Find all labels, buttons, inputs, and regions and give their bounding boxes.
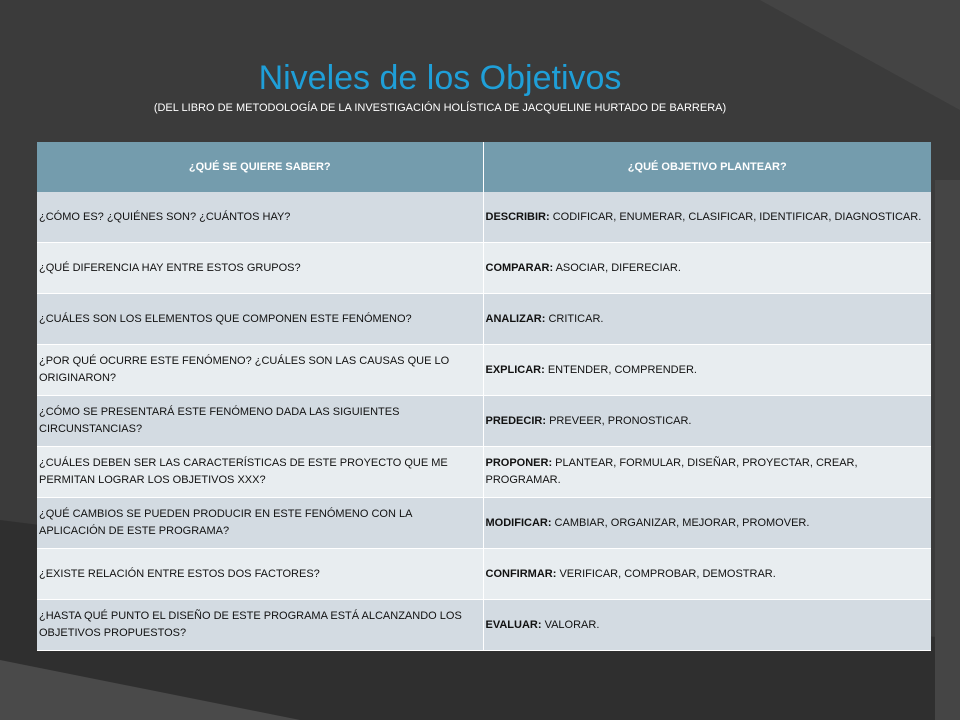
table-row [37,192,931,243]
question-cell: ¿EXISTE RELACIÓN ENTRE ESTOS DOS FACTORES? [37,549,483,600]
table-header-row [37,142,931,192]
objective-verb: ANALIZAR: [485,312,546,325]
objective-cell [483,243,931,294]
slide-title: Niveles de los Objetivos [258,59,622,97]
objective-detail: ENTENDER, COMPRENDER. [544,363,697,376]
objective-verb: PROPONER: [485,457,553,469]
objective-cell [483,549,931,600]
table-row [37,294,931,345]
objective-cell [483,600,931,651]
slide-subtitle: (DEL LIBRO DE METODOLOGÍA DE LA INVESTIGACIÓN HOLÍSTICA DE JACQUELINE HURTADO DE BARRERA) [153,102,727,114]
question-cell: ¿CUÁLES SON LOS ELEMENTOS QUE COMPONEN ESTE FENÓMENO? [37,294,483,345]
objective-detail: VERIFICAR, COMPROBAR, DEMOSTRAR. [556,567,776,580]
objective-detail: PLANTEAR, FORMULAR, DISEÑAR, PROYECTAR, CREAR, PROGRAMAR. [485,457,858,486]
objective-cell [483,396,931,447]
objective-verb: PREDECIR: [485,414,547,427]
table-row [37,396,931,447]
objective-cell [483,294,931,345]
background-light-corner [935,180,960,720]
objective-verb: CONFIRMAR: [485,567,557,580]
question-cell: ¿HASTA QUÉ PUNTO EL DISEÑO DE ESTE PROGRAMA ESTÁ ALCANZANDO LOS OBJETIVOS PROPUESTOS? [37,600,483,651]
question-cell: ¿CÓMO SE PRESENTARÁ ESTE FENÓMENO DADA LAS SIGUIENTES CIRCUNSTANCIAS? [37,396,483,447]
objective-detail: PREVEER, PRONOSTICAR. [546,414,692,427]
header-objective: ¿QUÉ OBJETIVO PLANTEAR? [483,142,931,192]
objective-detail: CODIFICAR, ENUMERAR, CLASIFICAR, IDENTIFICAR, DIAGNOSTICAR. [549,210,922,223]
objective-verb: MODIFICAR: [485,516,552,529]
objective-detail: ASOCIAR, DIFERECIAR. [553,261,681,274]
objective-cell [483,447,931,498]
table-row [37,600,931,651]
objective-detail: VALORAR. [541,618,600,631]
objective-verb: DESCRIBIR: [485,210,550,223]
table-row [37,243,931,294]
objective-detail: CAMBIAR, ORGANIZAR, MEJORAR, PROMOVER. [551,516,810,529]
table-row [37,345,931,396]
objectives-table [37,142,931,651]
question-cell: ¿CÓMO ES? ¿QUIÉNES SON? ¿CUÁNTOS HAY? [37,192,483,243]
question-cell: ¿CUÁLES DEBEN SER LAS CARACTERÍSTICAS DE ESTE PROYECTO QUE ME PERMITAN LOGRAR LOS OBJETIVOS XXX? [37,447,483,498]
objective-cell [483,498,931,549]
question-cell: ¿QUÉ CAMBIOS SE PUEDEN PRODUCIR EN ESTE FENÓMENO CON LA APLICACIÓN DE ESTE PROGRAMA? [37,498,483,549]
objective-verb: COMPARAR: [485,261,554,274]
objective-verb: EXPLICAR: [485,363,545,376]
objective-detail: CRITICAR. [545,312,604,325]
header-question: ¿QUÉ SE QUIERE SABER? [37,142,483,192]
question-cell: ¿POR QUÉ OCURRE ESTE FENÓMENO? ¿CUÁLES SON LAS CAUSAS QUE LO ORIGINARON? [37,345,483,396]
question-cell: ¿QUÉ DIFERENCIA HAY ENTRE ESTOS GRUPOS? [37,243,483,294]
table-row [37,549,931,600]
table-row [37,498,931,549]
table-row [37,447,931,498]
objective-cell [483,192,931,243]
objective-cell [483,345,931,396]
objective-verb: EVALUAR: [485,618,542,631]
